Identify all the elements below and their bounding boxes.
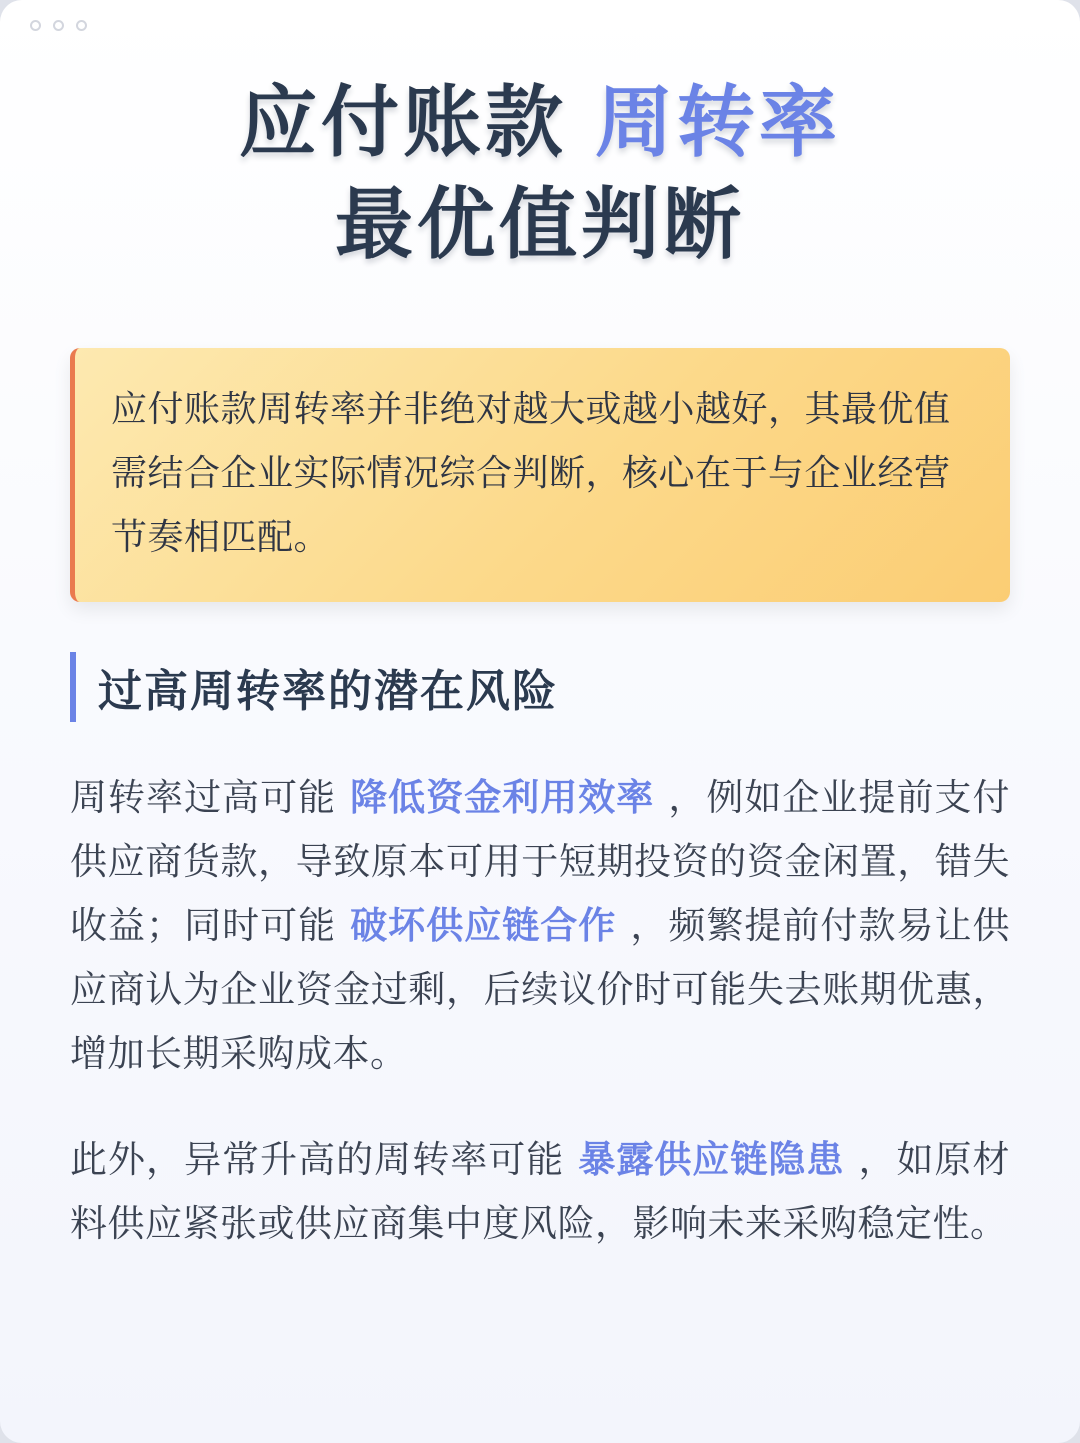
section-heading — [70, 652, 558, 722]
title-accent: 周转率 — [595, 78, 842, 168]
paragraph-risks — [70, 766, 1010, 1086]
paragraph-supply-chain — [70, 1128, 1010, 1256]
summary-callout — [70, 348, 1010, 602]
page-title — [0, 72, 1080, 276]
paragraph2-text: ，如原材料供应紧张或供应商集中度风险，影响未来采购稳定性。 — [70, 1138, 1011, 1245]
highlight-text: 降低资金利用效率 — [350, 776, 655, 819]
callout-text: 应付账款周转率并非绝对越大或越小越好，其最优值需结合企业实际情况综合判断，核心在于与企业经营节奏相匹配。 — [111, 389, 951, 558]
window-dot-icon[interactable] — [76, 20, 87, 31]
paragraph1-text: 周转率过高可能 — [70, 776, 337, 819]
window-controls — [30, 20, 87, 31]
paragraph1-text: ，频繁提前付款易让供应商认为企业资金过剩，后续议价时可能失去账期优惠，增加长期采购成本。 — [70, 904, 1011, 1075]
window-dot-icon[interactable] — [53, 20, 64, 31]
paragraph2-text: 此外，异常升高的周转率可能 — [70, 1138, 565, 1181]
highlight-text: 暴露供应链隐患 — [578, 1138, 845, 1181]
paragraph1-text: ，例如企业提前支付供应商货款，导致原本可用于短期投资的资金闲置，错失收益；同时可能 — [70, 776, 1011, 947]
title-line2: 最优值判断 — [334, 180, 745, 270]
section-heading-text: 过高周转率的潜在风险 — [98, 666, 558, 717]
highlight-text: 破坏供应链合作 — [350, 904, 617, 947]
window-dot-icon[interactable] — [30, 20, 41, 31]
title-main: 应付账款 — [238, 78, 567, 168]
